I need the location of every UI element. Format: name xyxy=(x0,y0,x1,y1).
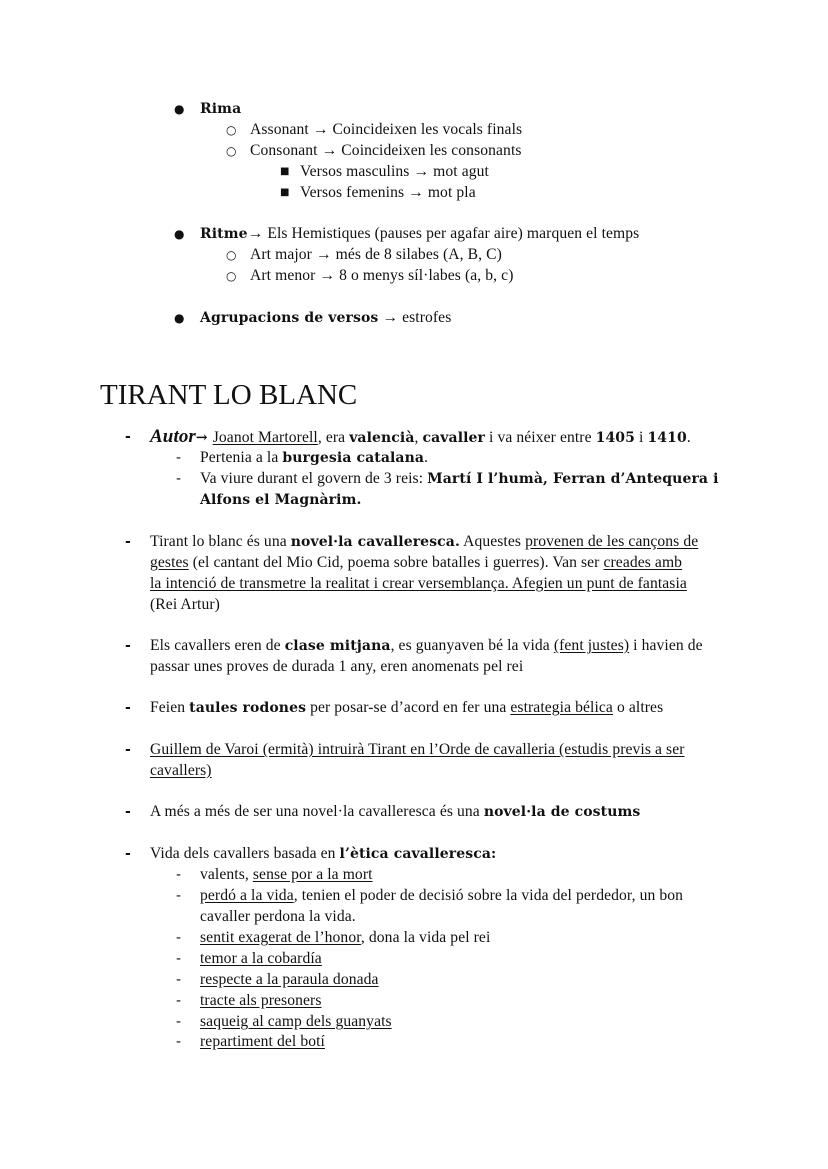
dash-bullet-icon: - xyxy=(125,700,131,716)
underlined-text: perdó a la vida xyxy=(200,887,294,904)
text-line xyxy=(250,245,502,265)
dash-bullet-icon: - xyxy=(176,930,182,946)
dash-bullet-icon: - xyxy=(125,429,131,445)
text-segment: i va néixer entre xyxy=(485,429,596,446)
text-segment: . xyxy=(424,449,429,466)
text-line xyxy=(200,865,373,885)
text-line xyxy=(150,532,698,552)
dash-bullet-icon: - xyxy=(125,846,131,862)
bold-text: Ritme xyxy=(200,226,248,242)
bold-text: Autor xyxy=(150,426,196,447)
text-line xyxy=(200,949,322,969)
text-line xyxy=(150,595,220,615)
text-segment: → estrofes xyxy=(378,309,452,326)
text-line xyxy=(250,141,522,161)
text-segment: (el cantant del Mio Cid, poema sobre batalles i guerres). Van ser xyxy=(188,554,604,571)
text-segment: Tirant lo blanc és una xyxy=(150,533,291,550)
text-segment: Va viure durant el govern de 3 reis: xyxy=(200,470,428,487)
text-line xyxy=(200,970,379,990)
text-line xyxy=(200,1032,325,1052)
text-segment: Versos masculins → mot agut xyxy=(300,163,489,180)
text-segment: , es guanyaven bé la vida xyxy=(390,637,554,654)
bold-text: cavaller xyxy=(422,430,486,446)
text-line xyxy=(150,657,523,677)
text-segment: Art menor → 8 o menys síl·labes (a, b, c) xyxy=(250,267,514,284)
text-segment: Aquestes xyxy=(459,533,526,550)
square-bullet-icon: ■ xyxy=(280,166,290,177)
text-segment: Assonant → Coincideixen les vocals finals xyxy=(250,121,523,138)
text-segment: valents, xyxy=(200,866,253,883)
text-line xyxy=(150,802,640,822)
underlined-text: estrategia bélica xyxy=(510,699,613,716)
text-line xyxy=(150,636,703,656)
bold-text: → xyxy=(195,430,213,446)
text-segment: (Rei Artur) xyxy=(150,596,220,613)
text-line xyxy=(250,266,514,286)
text-segment: passar unes proves de durada 1 any, eren anomenats pel rei xyxy=(150,658,524,675)
dash-bullet-icon: - xyxy=(176,450,182,466)
text-line xyxy=(200,886,683,906)
circle-bullet-icon: ○ xyxy=(226,144,237,158)
dash-bullet-icon: - xyxy=(125,638,131,654)
dash-bullet-icon: - xyxy=(176,972,182,988)
underlined-text: Guillem de Varoi (ermità) intruirà Tirant en l’Orde de cavalleria (estudis previs a ser xyxy=(150,741,685,758)
circle-bullet-icon: ○ xyxy=(226,123,237,137)
text-line xyxy=(200,490,361,510)
underlined-text: repartiment del botí xyxy=(200,1033,325,1050)
text-segment: Vida dels cavallers basada en xyxy=(150,845,340,862)
text-line xyxy=(150,844,496,864)
text-line xyxy=(200,224,639,244)
dash-bullet-icon: - xyxy=(176,867,182,883)
text-line xyxy=(150,427,691,448)
underlined-text: gestes xyxy=(150,554,189,571)
bold-text: taules rodones xyxy=(189,700,307,716)
dash-bullet-icon: - xyxy=(176,1034,182,1050)
text-segment: , tenien el poder de decisió sobre la vida del perdedor, un bon xyxy=(293,887,684,904)
dash-bullet-icon: - xyxy=(125,742,131,758)
text-segment: o altres xyxy=(612,699,664,716)
bold-text: novel·la de costums xyxy=(483,804,641,820)
text-segment: Art major → més de 8 silabes (A, B, C) xyxy=(250,246,502,263)
bold-text: clase mitjana xyxy=(284,638,391,654)
text-line xyxy=(150,574,687,594)
text-line xyxy=(200,991,322,1011)
dash-bullet-icon: - xyxy=(176,888,182,904)
underlined-text: sense por a la mort xyxy=(252,866,373,883)
dash-bullet-icon: - xyxy=(176,471,182,487)
dash-bullet-icon: - xyxy=(176,993,182,1009)
bold-text: l’ètica cavalleresca: xyxy=(339,846,497,862)
text-line xyxy=(300,183,476,203)
text-segment: Versos femenins → mot pla xyxy=(300,184,476,201)
text-segment: i havien de xyxy=(629,637,703,654)
underlined-text: respecte a la paraula donada xyxy=(200,971,379,988)
bold-text: Martí I l’humà, Ferran d’Antequera i xyxy=(427,471,719,487)
underlined-text: Joanot Martorell xyxy=(212,429,318,446)
text-line xyxy=(150,698,663,718)
bullet-icon: ● xyxy=(174,102,185,116)
underlined-text: la intenció de transmetre la realitat i crear versemblança. Afegien un punt de fantasia xyxy=(150,575,687,592)
text-line xyxy=(150,553,682,573)
text-line xyxy=(200,1012,392,1032)
text-segment: Consonant → Coincideixen les consonants xyxy=(250,142,522,159)
text-segment: . xyxy=(686,429,691,446)
text-line xyxy=(150,740,685,760)
text-segment: i xyxy=(635,429,648,446)
text-segment: , dona la vida pel rei xyxy=(360,929,491,946)
square-bullet-icon: ■ xyxy=(280,187,290,198)
underlined-text: (fent justes) xyxy=(553,637,630,654)
text-segment: Pertenia a la xyxy=(200,449,283,466)
text-line xyxy=(200,448,428,468)
text-segment: A més a més de ser una novel·la cavalleresca és una xyxy=(150,803,484,820)
underlined-text: sentit exagerat de l’honor xyxy=(200,929,361,946)
section-heading: TIRANT LO BLANC xyxy=(100,379,358,411)
text-line xyxy=(250,120,522,140)
bold-text: 1410 xyxy=(647,430,687,446)
underlined-text: temor a la cobardía xyxy=(200,950,322,967)
dash-bullet-icon: - xyxy=(176,1014,182,1030)
bold-text: novel·la cavalleresca. xyxy=(290,534,460,550)
underlined-text: saqueig al camp dels guanyats xyxy=(200,1013,392,1030)
bold-text: 1405 xyxy=(595,430,635,446)
underlined-text: cavallers) xyxy=(150,762,212,779)
text-line xyxy=(150,761,212,781)
text-segment: Feien xyxy=(150,699,190,716)
bullet-icon: ● xyxy=(174,311,185,325)
text-line xyxy=(200,907,356,927)
bold-text: Alfons el Magnàrim. xyxy=(200,492,362,508)
bold-text: Agrupacions de versos xyxy=(200,310,379,326)
text-segment: , era xyxy=(317,429,350,446)
dash-bullet-icon: - xyxy=(125,804,131,820)
bold-text: valencià xyxy=(349,430,415,446)
text-line xyxy=(200,99,241,119)
text-line xyxy=(200,308,451,328)
text-segment: Els cavallers eren de xyxy=(150,637,285,654)
underlined-text: tracte als presoners xyxy=(200,992,322,1009)
dash-bullet-icon: - xyxy=(125,534,131,550)
bold-text: Rima xyxy=(200,101,242,117)
text-segment: per posar-se d’acord en fer una xyxy=(306,699,511,716)
text-line xyxy=(200,469,719,489)
text-segment: , xyxy=(414,429,423,446)
text-line xyxy=(300,162,489,182)
underlined-text: provenen de les cançons de xyxy=(525,533,699,550)
bold-text: burgesia catalana xyxy=(282,450,425,466)
text-segment: cavaller perdona la vida. xyxy=(200,908,356,925)
underlined-text: creades amb xyxy=(603,554,683,571)
circle-bullet-icon: ○ xyxy=(226,269,237,283)
circle-bullet-icon: ○ xyxy=(226,248,237,262)
text-line xyxy=(200,928,490,948)
dash-bullet-icon: - xyxy=(176,951,182,967)
text-segment: → Els Hemistiques (pauses per agafar aire) marquen el temps xyxy=(247,225,640,242)
bullet-icon: ● xyxy=(174,227,185,241)
